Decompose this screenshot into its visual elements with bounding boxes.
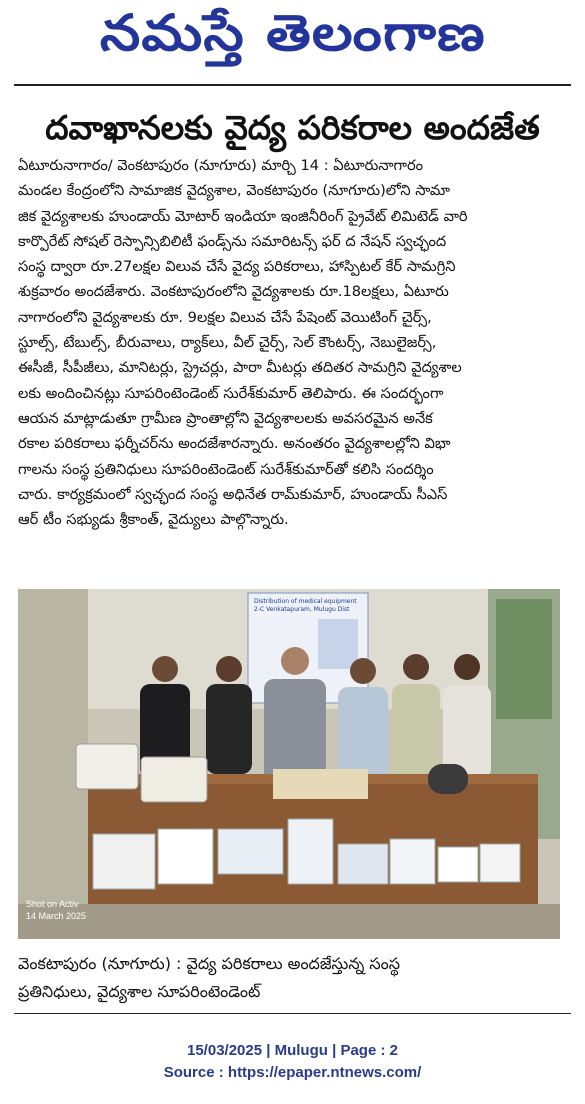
masthead-title: నమస్తే తెలంగాణ (99, 4, 486, 62)
footer-source-line[interactable]: Source : https://epaper.ntnews.com/ (163, 1064, 422, 1081)
photo-caption (18, 950, 563, 1006)
article-body (18, 153, 567, 532)
article-line: సంస్థ ద్వారా రూ.27లక్షల విలువ చేసే వైద్య పరికరాలు, హాస్పిటల్ కేర్ సామగ్రిని (18, 258, 456, 276)
article-line: కార్పొరేట్ సోషల్ రెస్పాన్సిబిలిటీ ఫండ్స్‌ను సమారిటన్స్ ఫర్ ద నేషన్ స్వచ్ఛంద (18, 232, 447, 250)
article-line: జిక వైద్యశాలకు హుండాయ్ మోటార్ ఇండియా ఇంజినీరింగ్ ప్రైవేట్ లిమిటెడ్ వారి (18, 207, 468, 225)
headline: దవాఖానలకు వైద్య పరికరాల అందజేత (45, 108, 540, 147)
article-line: చారు. కార్యక్రమంలో స్వచ్ఛంద సంస్థ అధినేత రామ్‌కుమార్, హుండాయ్ సీఎస్ (18, 485, 448, 503)
article-line: నాగారంలోని వైద్యశాలకు రూ. 9లక్షల విలువ చేసే పేషెంట్ వెయిటింగ్ చైర్స్, (18, 308, 432, 326)
article-line: ఆయన మాట్లాడుతూ గ్రామీణ ప్రాంతాల్లోని వైద్యశాలలకు అవసరమైన అనేక (18, 409, 433, 427)
banner-subtext: 2-C Venkatapuram, Mulugu Dist (254, 606, 350, 613)
article-line: ఏటూరునాగారం/ వెంకటాపురం (నూగూరు) మార్చి 14 : ఏటూరునాగారం (18, 157, 424, 174)
camera-stamp-line1: Shot on Activ (26, 899, 79, 909)
masthead-rule (14, 84, 571, 86)
article-line: ఈసీజీ, సీపీజీలు, మానిటర్లు, స్ట్రెచర్లు, పారా మీటర్లు తదితర సామగ్రిని వైద్యశాల (18, 359, 462, 377)
camera-stamp-line2: 14 March 2025 (26, 911, 87, 921)
caption-rule (14, 1013, 571, 1014)
footer-date-line: 15/03/2025 | Mulugu | Page : 2 (187, 1042, 398, 1059)
article-line: రకాల పరికరాలు ఫర్నీచర్‌ను అందజేశారన్నారు. అనంతరం వైద్యశాలల్లోని విభా (18, 435, 451, 453)
caption-line: వెంకటాపురం (నూగూరు) : వైద్య పరికరాలు అందజేస్తున్న సంస్థ (18, 954, 400, 973)
caption-line: ప్రతినిధులు, వైద్యశాల సూపరింటెండెంట్ (18, 982, 261, 1001)
article-line: మండల కేంద్రంలోని సామాజిక వైద్యశాల, వెంకటాపురం (నూగూరు)లోని సామా (18, 182, 451, 200)
photo-illustration (18, 589, 560, 939)
article-line: గాలను సంస్థ ప్రతినిధులు సూపరింటెండెంట్ సురేశ్‌కుమార్‌తో కలిసి సందర్శిం (18, 460, 434, 478)
news-photo (18, 589, 560, 939)
article-line: స్టూల్స్, టేబుల్స్, బీరువాలు, ర్యాక్‌లు, వీల్ చైర్స్, సెల్ కౌంటర్స్, నెబులైజర్స్, (18, 334, 437, 352)
article-line: ఆర్ టీం సభ్యుడు శ్రీకాంత్, వైద్యులు పాల్గొన్నారు. (18, 511, 289, 529)
article-line: లకు అందించినట్లు సూపరింటెండెంట్ సురేశ్‌కుమార్ తెలిపారు. ఈ సందర్భంగా (18, 384, 444, 402)
banner-text: Distribution of medical equipment (254, 598, 357, 605)
masthead (0, 0, 585, 80)
article-line: శుక్రవారం అందజేశారు. వెంకటాపురంలోని వైద్యశాలకు రూ.18లక్షలు, ఏటూరు (18, 283, 449, 301)
